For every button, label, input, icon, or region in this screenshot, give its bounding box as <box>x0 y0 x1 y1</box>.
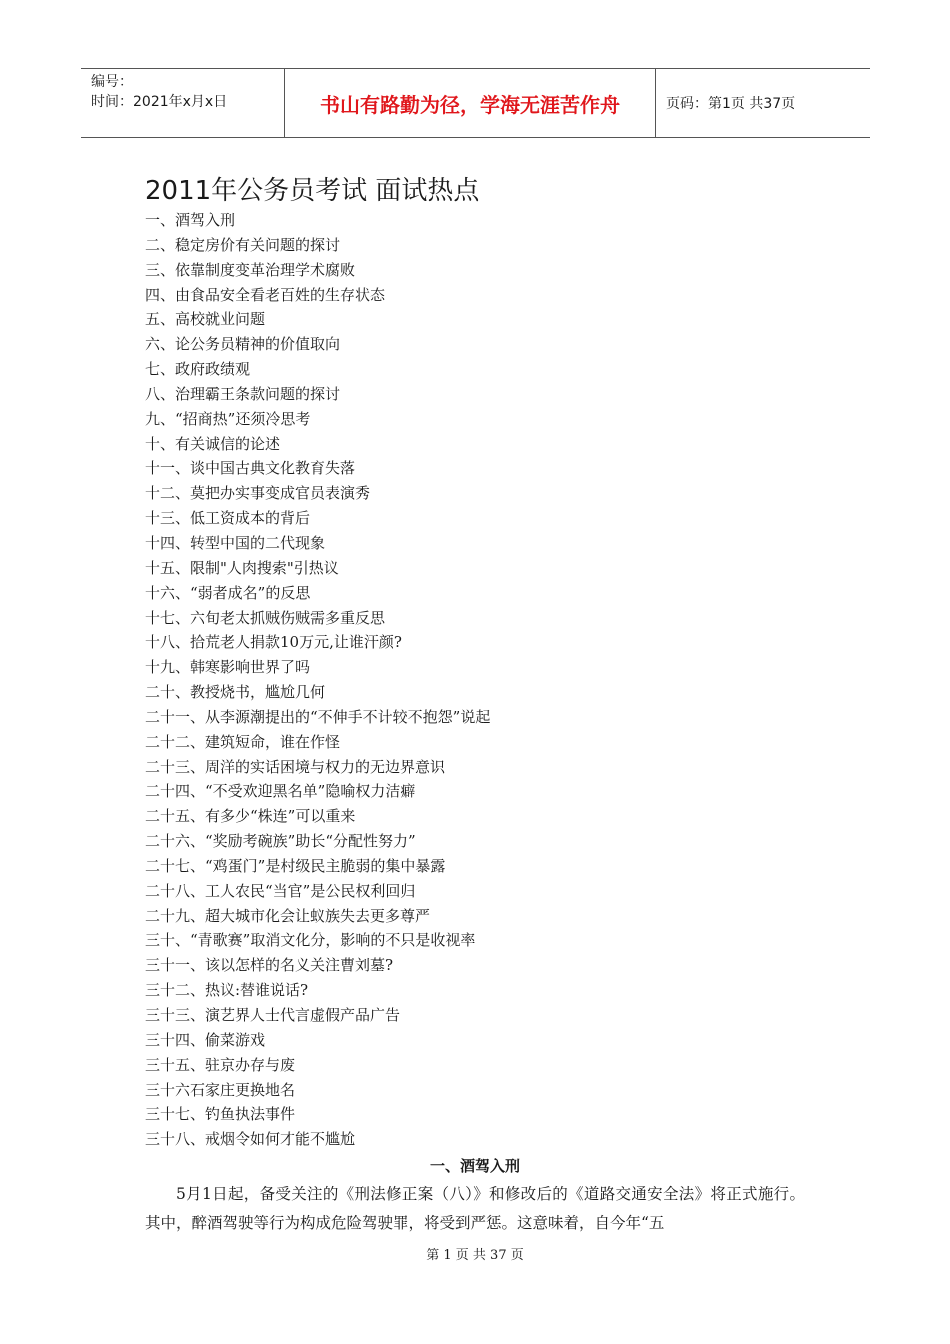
toc-item: 十五、限制"人肉搜索"引热议 <box>145 558 339 577</box>
toc-item: 三十七、钓鱼执法事件 <box>145 1105 296 1124</box>
toc-item: 十一、谈中国古典文化教育失落 <box>145 459 356 478</box>
toc-item: 二十八、工人农民“当官”是公民权利回归 <box>145 881 416 900</box>
toc-item: 二十三、周洋的实话困境与权力的无边界意识 <box>145 757 446 776</box>
table-of-contents <box>145 208 490 1152</box>
toc-item: 三十一、该以怎样的名义关注曹刘墓? <box>145 956 394 975</box>
toc-item: 十六、“弱者成名”的反思 <box>145 583 311 602</box>
toc-item: 十、有关诚信的论述 <box>145 434 281 453</box>
toc-item: 十四、转型中国的二代现象 <box>145 533 326 552</box>
toc-item: 三十六石家庄更换地名 <box>145 1080 296 1099</box>
header-motto: 书山有路勤为径，学海无涯苦作舟 <box>284 69 656 137</box>
header-page-info: 页码：第1页 共37页 <box>666 96 796 112</box>
body-paragraph: 5月1日起，备受关注的《刑法修正案（八）》和修改后的《道路交通安全法》将正式施行。其中，醉酒驾驶等行为构成危险驾驶罪，将受到严惩。这意味着，自今年“五 <box>145 1185 805 1232</box>
toc-item: 二十二、建筑短命，谁在作怪 <box>145 732 341 751</box>
document-title: 2011年公务员考试 面试热点 <box>145 176 480 206</box>
toc-item: 八、治理霸王条款问题的探讨 <box>145 384 341 403</box>
toc-item: 三十八、戒烟令如何才能不尴尬 <box>145 1130 356 1149</box>
page-header <box>81 68 870 138</box>
toc-item: 二十九、超大城市化会让蚁族失去更多尊严 <box>145 906 431 925</box>
toc-item: 四、由食品安全看老百姓的生存状态 <box>145 285 386 304</box>
toc-item: 十九、韩寒影响世界了吗 <box>145 658 311 677</box>
toc-item: 二十七、“鸡蛋门”是村级民主脆弱的集中暴露 <box>145 856 446 875</box>
toc-item: 三、依靠制度变革治理学术腐败 <box>145 260 356 279</box>
toc-item: 二十六、“奖励考碗族”助长“分配性努力” <box>145 832 416 851</box>
toc-item: 十二、莫把办实事变成官员表演秀 <box>145 484 371 503</box>
toc-item: 九、“招商热”还须冷思考 <box>145 409 311 428</box>
document-number-label: 编号： <box>91 74 133 90</box>
document-time-label: 时间：2021年x月x日 <box>91 94 228 110</box>
toc-item: 二十四、“不受欢迎黑名单”隐喻权力洁癖 <box>145 782 416 801</box>
toc-item: 七、政府政绩观 <box>145 360 251 379</box>
section-heading: 一、酒驾入刑 <box>429 1157 520 1175</box>
toc-item: 二、稳定房价有关问题的探讨 <box>145 235 341 254</box>
toc-item: 五、高校就业问题 <box>145 310 266 329</box>
toc-item: 十七、六旬老太抓贼伤贼需多重反思 <box>145 608 386 627</box>
toc-item: 三十三、演艺界人士代言虚假产品广告 <box>145 1006 401 1024</box>
toc-item: 六、论公务员精神的价值取向 <box>145 335 341 354</box>
toc-item: 三十四、偷菜游戏 <box>145 1030 266 1049</box>
toc-item: 二十五、有多少“株连”可以重来 <box>145 807 356 826</box>
toc-item: 三十二、热议:替谁说话? <box>145 981 309 1000</box>
toc-item: 十三、低工资成本的背后 <box>145 509 311 528</box>
toc-item: 三十五、驻京办存与废 <box>145 1055 296 1074</box>
toc-item: 十八、拾荒老人捐款10万元,让谁汗颜? <box>145 633 402 652</box>
page-footer: 第 1 页 共 37 页 <box>426 1248 524 1263</box>
toc-item: 一、酒驾入刑 <box>145 211 236 229</box>
header-meta <box>81 69 284 137</box>
toc-item: 二十一、从李源潮提出的“不伸手不计较不抱怨”说起 <box>145 707 491 726</box>
toc-item: 三十、“青歌赛”取消文化分，影响的不只是收视率 <box>145 931 476 950</box>
toc-item: 二十、教授烧书，尴尬几何 <box>145 683 326 702</box>
